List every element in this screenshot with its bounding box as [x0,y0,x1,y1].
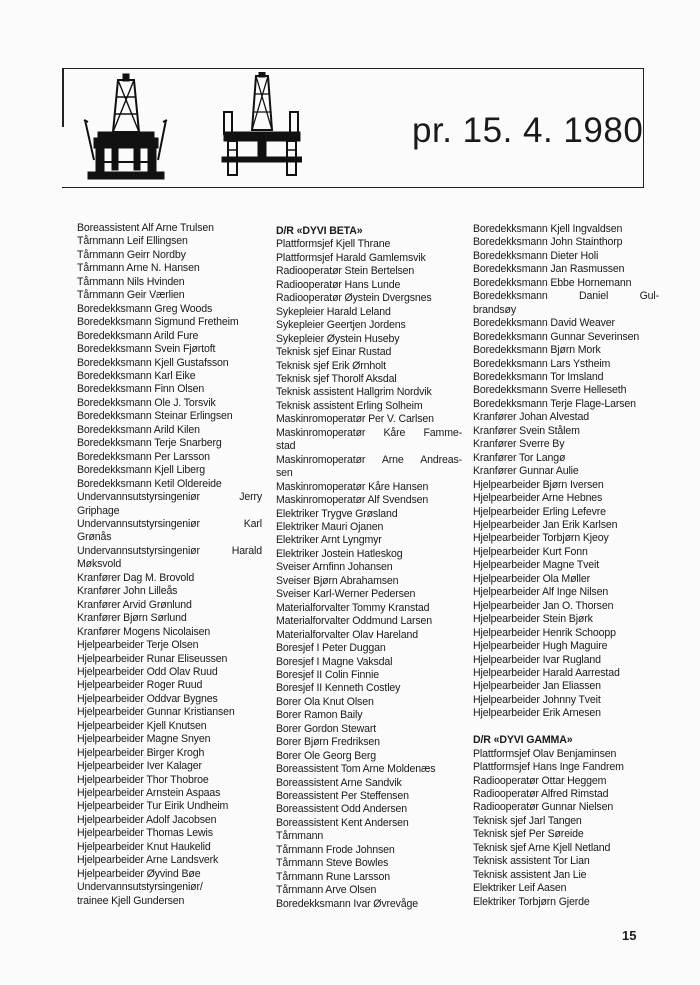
list-item: Tårnmann Geir Værlien [77,289,185,302]
list-item: Boredekksmann Kjell Gustafsson [77,356,229,369]
list-item: Boredekksmann Kjell Ingvaldsen [473,223,623,235]
list-item: Boresjef II Colin Finnie [276,668,379,681]
list-item: Hjelpearbeider Iver Kalager [77,760,202,773]
list-item: stad [276,440,296,453]
list-item: Boredekksmann Terje Snarberg [77,437,222,450]
list-item: Kranfører Johan Alvestad [473,411,589,424]
list-item: Hjelpearbeider Ola Møller [473,572,590,585]
list-item: Hjelpearbeider Erling Lefevre [473,505,606,518]
list-item: Boredekksmann Daniel Gul- [473,290,659,303]
list-item: Materialforvalter Oddmund Larsen [276,615,432,628]
list-item: Hjelpearbeider Arne Landsverk [77,854,219,867]
list-item: Teknisk sjef Erik Ørnholt [276,359,386,372]
list-item: Hjelpearbeider Ivar Rugland [473,653,601,666]
section-heading-dyvi-gamma: D/R «DYVI GAMMA» [473,734,573,747]
list-item: Hjelpearbeider Erik Arnesen [473,707,601,720]
list-item: Sveiser Karl-Werner Pedersen [276,588,416,601]
list-item: Boredekksmann Greg Woods [77,302,213,315]
list-item: Hjelpearbeider Torbjørn Kjeoy [473,532,609,545]
list-item: Teknisk assistent Jan Lie [473,868,587,881]
list-item: Plattformsjef Olav Benjaminsen [473,747,617,760]
list-item: Hjelpearbeider Magne Snyen [77,733,211,746]
list-item: Boreassistent Alf Arne Trulsen [77,222,214,234]
list-item: Kranfører Tor Langø [473,451,566,464]
list-item: Hjelpearbeider Tur Eirik Undheim [77,800,229,813]
list-item: Boredekksmann Arild Kilen [77,423,200,436]
list-item: Hjelpearbeider Roger Ruud [77,679,203,692]
drilling-rigs-logo [82,72,302,184]
list-item: Tårnmann Geirr Nordby [77,248,186,261]
list-item: Boredekksmann John Stainthorp [473,236,623,249]
list-item: Boreassistent Tom Arne Moldenæs [276,763,436,776]
list-item: Hjelpearbeider Alf Inge Nilsen [473,586,609,599]
list-item: Elektriker Mauri Ojanen [276,520,384,533]
list-item: Elektriker Trygve Grøsland [276,507,398,520]
rig-left-icon [84,74,167,179]
list-item: Kranfører Bjørn Sørlund [77,612,187,625]
list-item: Radiooperatør Øystein Dvergsnes [276,292,432,305]
list-item: Elektriker Jostein Hatleskog [276,547,403,560]
list-item: Teknisk sjef Arne Kjell Netland [473,841,611,854]
list-item: Møksvold [77,558,122,571]
list-item: Hjelpearbeider Runar Eliseussen [77,652,228,665]
list-item: Borer Ramon Baily [276,709,363,722]
list-item: Kranfører Sverre By [473,438,565,451]
list-item: Sveiser Bjørn Abrahamsen [276,574,399,587]
list-item: Hjelpearbeider Magne Tveit [473,559,600,572]
list-item: Teknisk sjef Einar Rustad [276,346,392,359]
list-item: Teknisk sjef Jarl Tangen [473,814,582,827]
list-item: Tårnmann Arne N. Hansen [77,262,200,275]
list-item: Boredekksmann Ketil Oldereide [77,477,222,490]
list-item: Radiooperatør Stein Bertelsen [276,265,415,278]
list-item: Boredekksmann Sigmund Fretheim [77,316,239,329]
list-item: Boredekksmann Ole J. Torsvik [77,396,216,409]
list-item: Hjelpearbeider Oddvar Bygnes [77,692,218,705]
list-item: Boreassistent Arne Sandvik [276,776,402,789]
list-item: Tårnmann Nils Hvinden [77,275,185,288]
list-item: Kranfører Svein Stålem [473,424,580,437]
list-item: Griphage [77,504,120,517]
list-item: Undervannsutstyrsingeniør/ [77,881,203,894]
list-item: Undervannsutstyrsingeniør Harald [77,544,262,557]
list-item: Boresjef II Kenneth Costley [276,682,401,695]
list-item: Elektriker Torbjørn Gjerde [473,895,590,908]
list-item: Hjelpearbeider Adolf Jacobsen [77,813,217,826]
list-item: Materialforvalter Olav Hareland [276,628,418,641]
list-item: Maskinromoperatør Per V. Carlsen [276,413,434,426]
list-item: Hjelpearbeider Terje Olsen [77,639,199,652]
list-item: Borer Ole Georg Berg [276,749,377,762]
list-item: Materialforvalter Tommy Kranstad [276,601,430,614]
list-item: Boredekksmann Dieter Holi [473,249,599,262]
column-2 [276,225,462,911]
list-item: Boredekksmann Svein Fjørtoft [77,343,216,356]
header-date: pr. 15. 4. 1980 [412,111,644,150]
list-item: Boredekksmann Lars Ystheim [473,357,611,370]
list-item: Boredekksmann Kjell Liberg [77,464,206,477]
list-item: Hjelpearbeider Harald Aarrestad [473,666,620,679]
list-item: sen [276,467,293,480]
list-item: Boredekksmann Terje Flage-Larsen [473,397,636,410]
list-item: Boredekksmann Ivar Øvrevåge [276,897,418,910]
list-item: Teknisk assistent Erling Solheim [276,399,423,412]
list-item: Kranfører Gunnar Aulie [473,465,579,478]
list-item: Teknisk sjef Thorolf Aksdal [276,372,397,385]
list-item: Teknisk assistent Tor Lian [473,855,590,868]
list-item: Undervannsutstyrsingeniør Jerry [77,491,262,504]
list-item: Hjelpearbeider Johnny Tveit [473,693,601,706]
list-item: Hjelpearbeider Arnstein Aspaas [77,787,221,800]
list-item: Boredekksmann Sverre Helleseth [473,384,627,397]
list-item: Kranfører Dag M. Brovold [77,571,195,584]
list-item: Boredekksmann Tor Imsland [473,370,604,383]
list-item: Undervannsutstyrsingeniør Karl [77,517,262,530]
section-spacer [473,721,659,734]
list-item: Tårnmann Rune Larsson [276,870,391,883]
list-item: Maskinromoperatør Arne Andreas- [276,453,462,466]
list-item: Kranfører Mogens Nicolaisen [77,625,211,638]
list-item: Kranfører John Lilleås [77,585,178,598]
list-item: Hjelpearbeider Arne Hebnes [473,492,603,505]
list-item: Kranfører Arvid Grønlund [77,598,192,611]
list-item: Sveiser Arnfinn Johansen [276,561,393,574]
list-item: brandsøy [473,303,516,316]
list-item: Boredekksmann Karl Eike [77,369,196,382]
list-item: Borer Ola Knut Olsen [276,695,374,708]
list-item: Boredekksmann Ebbe Hornemann [473,276,632,289]
list-item: Hjelpearbeider Birger Krogh [77,746,205,759]
list-item: Boredekksmann Finn Olsen [77,383,205,396]
list-item: Hjelpearbeider Kjell Knutsen [77,719,207,732]
list-item: Borer Bjørn Fredriksen [276,736,380,749]
column-1 [77,222,262,908]
list-item: Boreassistent Kent Andersen [276,816,409,829]
list-item: Plattformsjef Harald Gamlemsvik [276,251,426,264]
list-item: Sykepleier Geertjen Jordens [276,319,406,332]
list-item: Boredekksmann Bjørn Mork [473,344,601,357]
list-item: Hjelpearbeider Odd Olav Ruud [77,665,218,678]
list-item: Hjelpearbeider Kurt Fonn [473,545,588,558]
list-item: Hjelpearbeider Thomas Lewis [77,827,213,840]
list-item: Boredekksmann Per Larsson [77,450,210,463]
list-item: Boredekksmann Gunnar Severinsen [473,330,640,343]
list-item: Plattformsjef Kjell Thrane [276,238,391,251]
list-item: Hjelpearbeider Øyvind Bøe [77,867,201,880]
list-item: Maskinromoperatør Kåre Famme- [276,426,462,439]
rig-right-icon [222,72,302,175]
list-item: Hjelpearbeider Knut Haukelid [77,840,211,853]
list-item: Hjelpearbeider Jan O. Thorsen [473,599,614,612]
list-item: Borer Gordon Stewart [276,722,377,735]
list-item: Radiooperatør Gunnar Nielsen [473,801,614,814]
list-item: Hjelpearbeider Henrik Schoopp [473,626,616,639]
list-item: Radiooperatør Alfred Rimstad [473,788,609,801]
list-item: Sykepleier Øystein Huseby [276,332,400,345]
header-left-rule [62,69,64,127]
list-item: Teknisk assistent Hallgrim Nordvik [276,386,432,399]
list-item: Boreassistent Odd Andersen [276,803,407,816]
list-item: Elektriker Arnt Lyngmyr [276,534,382,547]
list-item: Tårnmann Leif Ellingsen [77,235,188,248]
page-number: 15 [622,928,637,943]
list-item: Maskinromoperatør Kåre Hansen [276,480,429,493]
list-item: Hjelpearbeider Jan Eliassen [473,680,601,693]
list-item: Sykepleier Harald Leland [276,305,391,318]
list-item: Boreassistent Per Steffensen [276,790,409,803]
list-item: Boredekksmann David Weaver [473,317,615,330]
list-item: Tårnmann Arve Olsen [276,884,377,897]
list-item: Hjelpearbeider Gunnar Kristiansen [77,706,235,719]
list-item: trainee Kjell Gundersen [77,894,185,907]
list-item: Grønås [77,531,112,544]
list-item: Boresjef I Magne Vaksdal [276,655,393,668]
list-item: Tårnmann Frode Johnsen [276,843,395,856]
list-item: Teknisk sjef Per Søreide [473,828,584,841]
list-item: Hjelpearbeider Jan Erik Karlsen [473,518,618,531]
list-item: Hjelpearbeider Thor Thobroe [77,773,209,786]
list-item: Hjelpearbeider Bjørn Iversen [473,478,604,491]
section-heading-dyvi-beta: D/R «DYVI BETA» [276,225,363,237]
list-item: Hjelpearbeider Stein Bjørk [473,613,593,626]
list-item: Radiooperatør Hans Lunde [276,278,401,291]
list-item: Boredekksmann Jan Rasmussen [473,263,625,276]
list-item: Hjelpearbeider Hugh Maguire [473,640,608,653]
list-item: Boredekksmann Arild Fure [77,329,199,342]
list-item: Maskinromoperatør Alf Svendsen [276,494,429,507]
list-item: Tårnmann Steve Bowles [276,857,389,870]
list-item: Tårnmann [276,830,324,843]
list-item: Plattformsjef Hans Inge Fandrem [473,761,624,774]
list-item: Boresjef I Peter Duggan [276,642,386,655]
column-3 [473,223,659,909]
list-item: Elektriker Leif Aasen [473,882,567,895]
list-item: Boredekksmann Steinar Erlingsen [77,410,233,423]
list-item: Radiooperatør Ottar Heggem [473,774,607,787]
